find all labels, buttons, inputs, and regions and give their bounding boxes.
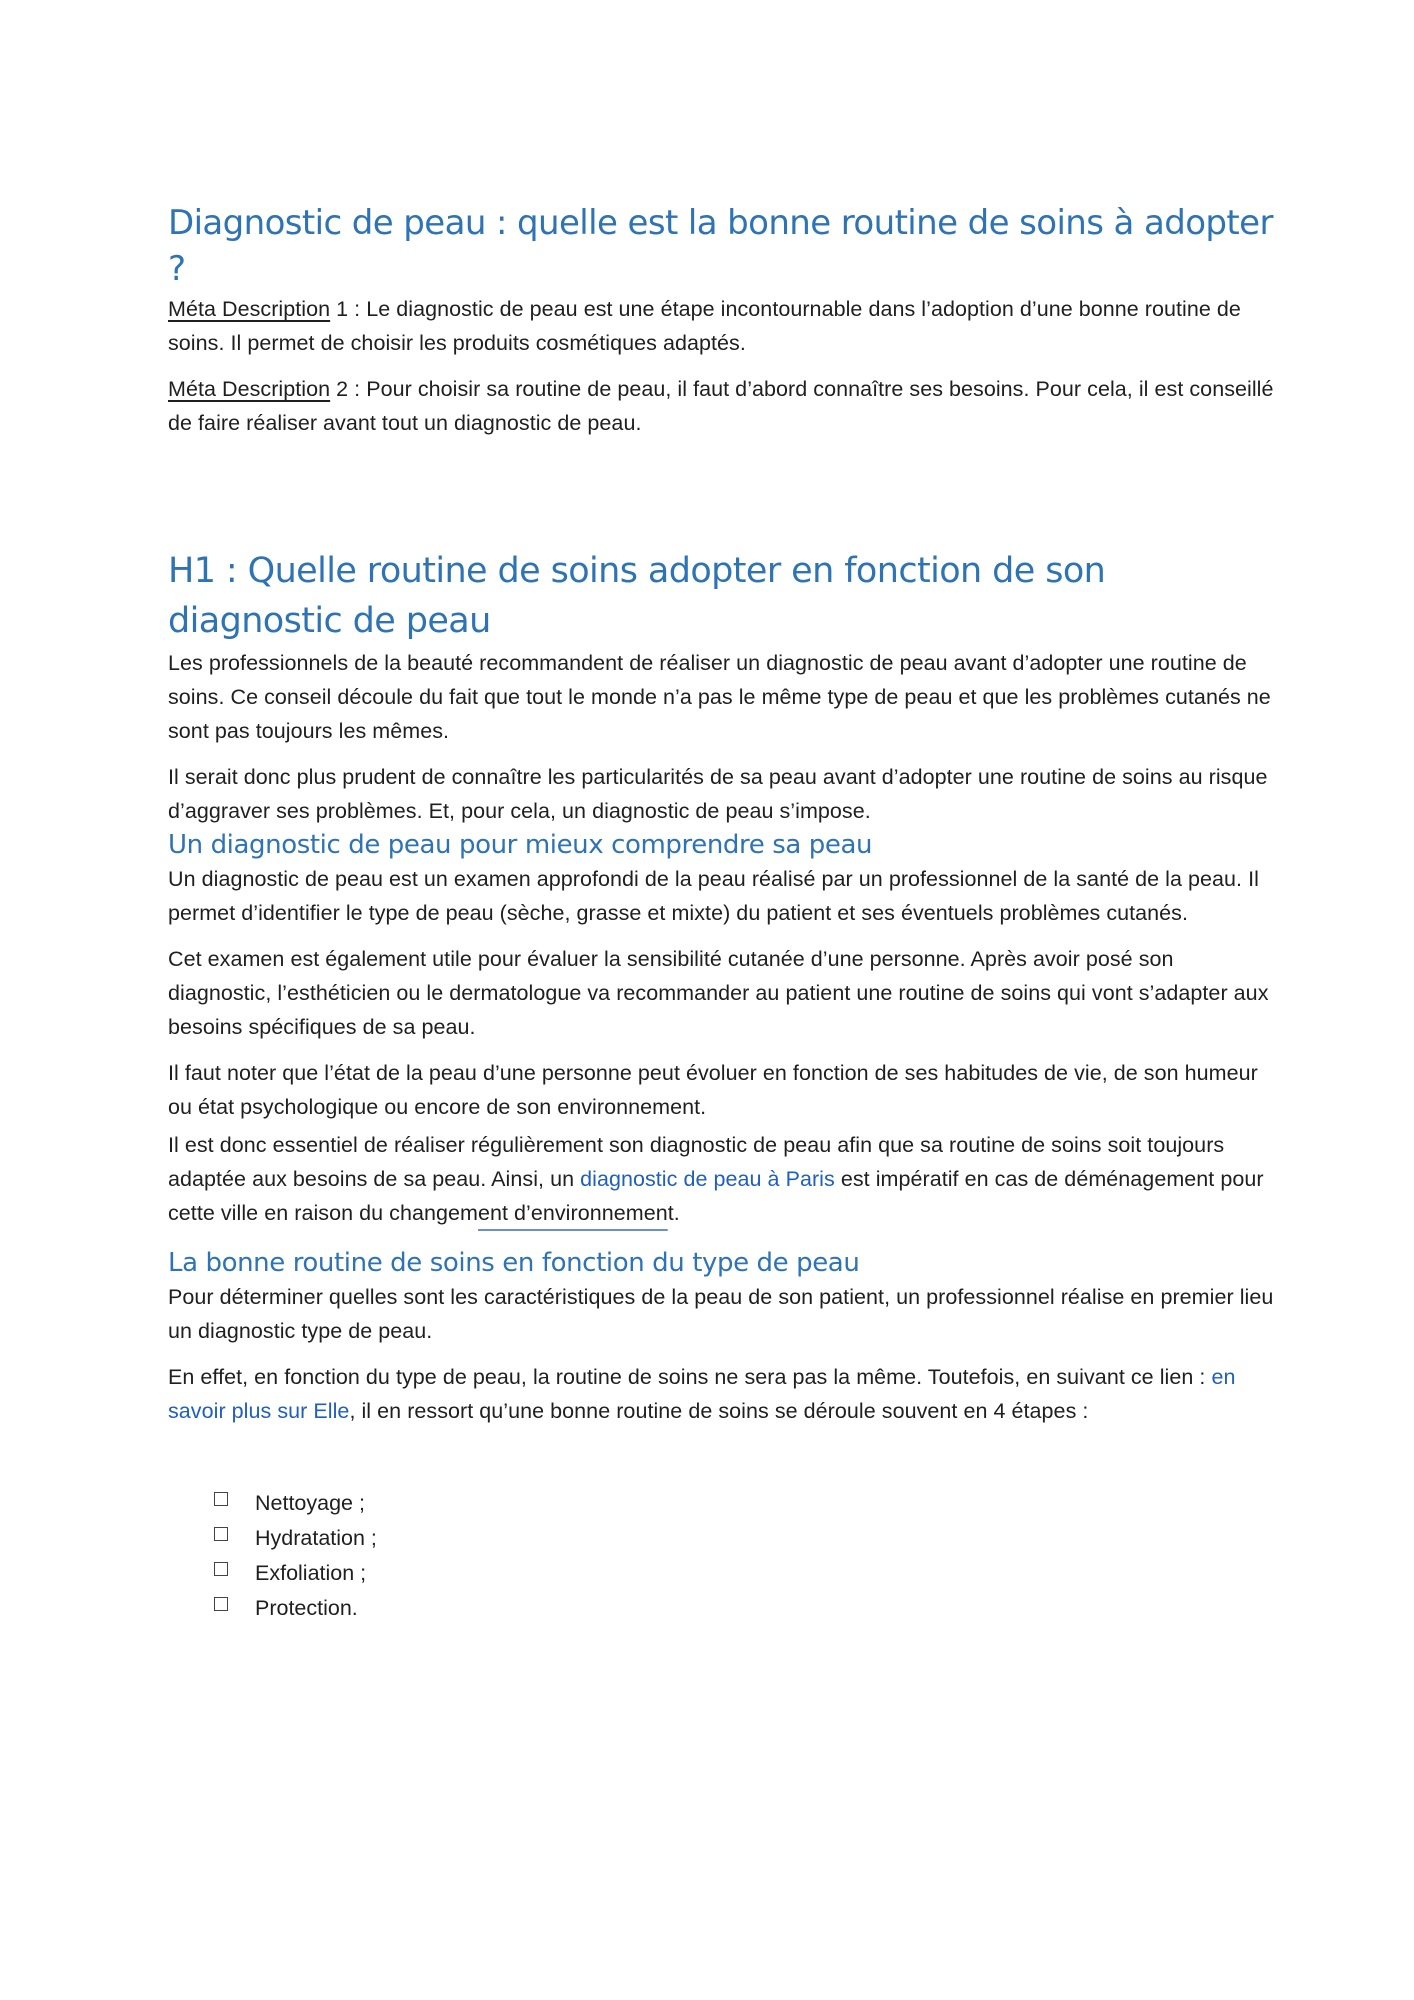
section-1-paragraph-4-end: t.	[667, 1201, 680, 1225]
section-1-paragraph-4-start: Il est donc essentiel de réaliser régulièrement son diagnostic de peau afin que sa routine de soins soit toujours adaptée aux besoins de sa peau. Ainsi, un	[168, 1133, 1225, 1191]
section-1-paragraph-4-middle: est impératif en cas de déménagement pour cette ville en raison du changem	[168, 1167, 1264, 1225]
document-page	[168, 200, 1278, 1626]
intro-paragraph-1: Les professionnels de la beauté recommandent de réaliser un diagnostic de peau avant d’adopter une routine de soins. Ce conseil découle du fait que tout le monde n’a pas le même type de peau et que les problèmes cutanés ne sont pas toujours les mêmes.	[168, 651, 1271, 743]
paris-diagnostic-link[interactable]: diagnostic de peau à Paris	[580, 1167, 835, 1191]
list-item	[214, 1521, 1278, 1556]
meta-description-1-text: 1 : Le diagnostic de peau est une étape incontournable dans l’adoption d’une bonne routine de soins. Il permet de choisir les produits cosmétiques adaptés.	[168, 297, 1241, 355]
checkbox-icon	[214, 1492, 228, 1506]
environment-underline: ent d’environnemen	[477, 1201, 668, 1225]
list-item-label: Hydratation ;	[255, 1526, 377, 1550]
section-1-paragraph-4	[168, 1128, 1278, 1230]
list-item	[214, 1591, 1278, 1626]
section-1-heading: Un diagnostic de peau pour mieux comprendre sa peau	[168, 830, 873, 860]
meta-description-2-label: Méta Description	[168, 377, 331, 401]
meta-description-2-text: 2 : Pour choisir sa routine de peau, il faut d’abord connaître ses besoins. Pour cela, il est conseillé de faire réaliser avant tout un diagnostic de peau.	[168, 377, 1274, 435]
checkbox-icon	[214, 1527, 228, 1541]
section-1-paragraph-1: Un diagnostic de peau est un examen approfondi de la peau réalisé par un professionnel de la santé de la peau. Il permet d’identifier le type de peau (sèche, grasse et mixte) du patient et ses éventuels problèmes cutanés.	[168, 867, 1259, 925]
checkbox-icon	[214, 1562, 228, 1576]
section-2-paragraph-2	[168, 1360, 1278, 1428]
elle-link[interactable]: en savoir plus sur Elle	[168, 1365, 1236, 1423]
list-item	[214, 1556, 1278, 1591]
section-1-paragraph-2: Cet examen est également utile pour évaluer la sensibilité cutanée d’une personne. Après avoir posé son diagnostic, l’esthéticien ou le dermatologue va recommander au patient une routine de soins qui vont s’adapter aux besoins spécifiques de sa peau.	[168, 947, 1269, 1039]
meta-description-1	[168, 292, 1278, 360]
checkbox-icon	[214, 1597, 228, 1611]
document-title: Diagnostic de peau : quelle est la bonne routine de soins à adopter ?	[168, 203, 1273, 289]
meta-description-1-label: Méta Description	[168, 297, 331, 321]
list-item-label: Nettoyage ;	[255, 1491, 365, 1515]
list-item	[214, 1486, 1278, 1521]
list-item-label: Protection.	[255, 1596, 358, 1620]
routine-steps-list	[214, 1486, 1278, 1626]
intro-paragraph-2: Il serait donc plus prudent de connaître les particularités de sa peau avant d’adopter une routine de soins au risque d’aggraver ses problèmes. Et, pour cela, un diagnostic de peau s’impose.	[168, 765, 1268, 823]
section-1-paragraph-3: Il faut noter que l’état de la peau d’une personne peut évoluer en fonction de ses habitudes de vie, de son humeur ou état psychologique ou encore de son environnement.	[168, 1061, 1258, 1119]
h1-heading: H1 : Quelle routine de soins adopter en fonction de son diagnostic de peau	[168, 551, 1106, 641]
list-item-label: Exfoliation ;	[255, 1561, 367, 1585]
section-2-heading: La bonne routine de soins en fonction du type de peau	[168, 1248, 860, 1278]
section-2-paragraph-2-end: , il en ressort qu’une bonne routine de soins se déroule souvent en 4 étapes :	[349, 1399, 1089, 1423]
meta-description-2	[168, 372, 1278, 440]
section-2-paragraph-2-start: En effet, en fonction du type de peau, la routine de soins ne sera pas la même. Toutefois, en suivant ce lien :	[168, 1365, 1212, 1389]
section-2-paragraph-1: Pour déterminer quelles sont les caractéristiques de la peau de son patient, un professionnel réalise en premier lieu un diagnostic type de peau.	[168, 1285, 1274, 1343]
